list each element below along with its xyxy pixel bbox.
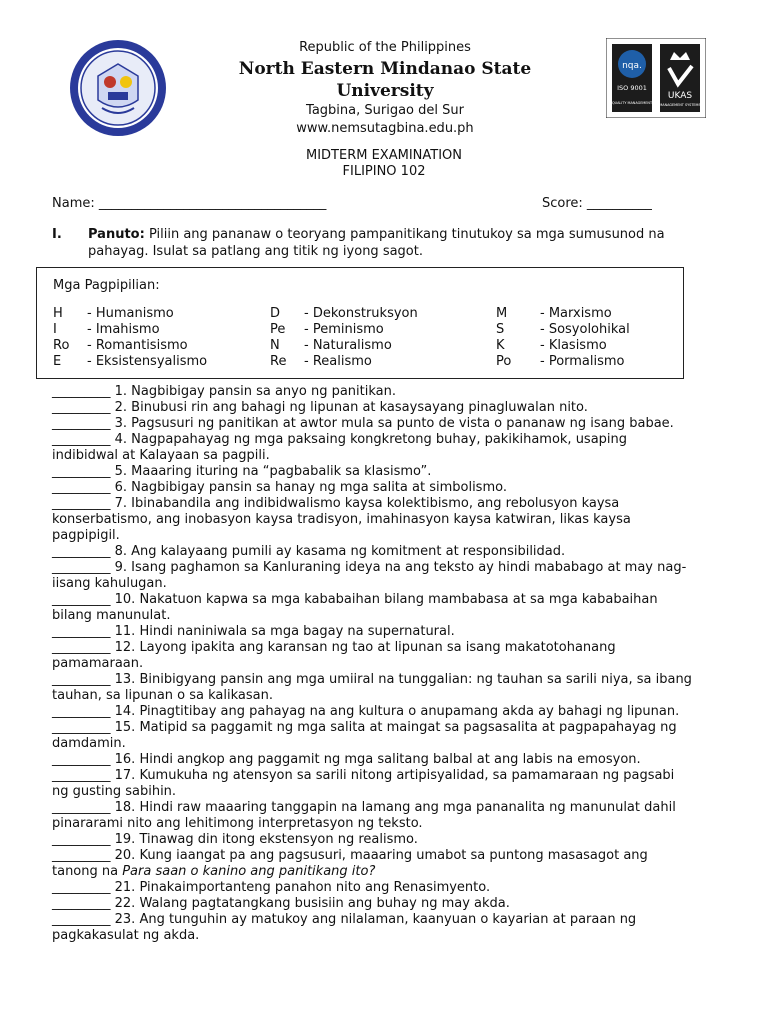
question-20-italic: Para saan o kanino ang panitikang ito? xyxy=(122,864,376,879)
question-item: _________ 6. Nagbibigay pansin sa hanay ng mga salita at simbolismo. xyxy=(52,480,507,495)
choice-code: D xyxy=(270,306,281,321)
question-item: _________ 15. Matipid sa paggamit ng mga salita at maingat sa pagsasalita at pagpapahayag ng damdamin. xyxy=(52,720,677,751)
choice-code: I xyxy=(53,322,57,337)
choice-code: Pe xyxy=(270,322,286,337)
choice-code: N xyxy=(270,338,280,353)
iso-ukas-certification-icon xyxy=(606,38,706,118)
question-list xyxy=(52,384,692,944)
choice-item xyxy=(270,322,384,338)
ukas-sub-text: MANAGEMENT SYSTEMS xyxy=(659,103,701,107)
choices-title: Mga Pagpipilian: xyxy=(53,278,160,293)
university-website: www.nemsutagbina.edu.ph xyxy=(296,121,474,136)
ukas-text: UKAS xyxy=(667,91,693,101)
question-item: _________ 5. Maaaring ituring na “pagbabalik sa klasismo”. xyxy=(52,464,432,479)
question-item: _________ 1. Nagbibigay pansin sa anyo ng panitikan. xyxy=(52,384,396,399)
question-item: _________ 13. Binibigyang pansin ang mga umiiral na tunggalian: ng tauhan sa sarili niya, sa ibang tauhan, sa lipunan o sa kalikasan. xyxy=(52,672,692,703)
question-item: _________ 12. Layong ipakita ang karansan ng tao at lipunan sa isang makatotohanang pamamaraan. xyxy=(52,640,616,671)
choice-code: K xyxy=(496,338,505,353)
university-name: North Eastern Mindanao State University xyxy=(238,59,532,101)
question-20-text: _________ 20. Kung iaangat pa ang pagsusuri, maaaring umabot sa puntong masasagot ang tanong na xyxy=(52,848,648,879)
choice-item xyxy=(270,306,418,322)
instructions-text-block xyxy=(88,226,688,260)
question-item: _________ 9. Isang paghamon sa Kanluraning ideya na ang teksto ay hindi mababago at may nag-iisang kahulugan. xyxy=(52,560,687,591)
question-item: _________ 3. Pagsusuri ng panitikan at awtor mula sa punto de vista o pananaw ng isang babae. xyxy=(52,416,674,431)
choice-item xyxy=(270,354,372,370)
choice-label: - Imahismo xyxy=(87,322,160,337)
university-seal-icon xyxy=(68,38,168,138)
choice-item xyxy=(53,338,188,354)
choice-label: - Romantisismo xyxy=(87,338,188,353)
choice-label: - Naturalismo xyxy=(304,338,392,353)
question-item: _________ 10. Nakatuon kapwa sa mga kababaihan bilang mambabasa at sa mga kababaihan bilang manunulat. xyxy=(52,592,658,623)
choice-item xyxy=(496,354,625,370)
question-item: _________ 11. Hindi naniniwala sa mga bagay na supernatural. xyxy=(52,624,455,639)
choice-label: - Humanismo xyxy=(87,306,174,321)
quality-text: QUALITY MANAGEMENT xyxy=(611,101,653,105)
choice-label: - Marxismo xyxy=(540,306,612,321)
choice-item xyxy=(496,338,607,354)
choice-code: Re xyxy=(270,354,287,369)
question-item: _________ 4. Nagpapahayag ng mga paksaing kongkretong buhay, pakikihamok, usaping indibidwal at Kalayaan sa pagpili. xyxy=(52,432,628,463)
choice-label: - Realismo xyxy=(304,354,372,369)
choice-code: S xyxy=(496,322,505,337)
question-item: _________ 14. Pinagtitibay ang pahayag na ang kultura o anupamang akda ay bahagi ng lipunan. xyxy=(52,704,680,719)
choice-item xyxy=(53,354,207,370)
question-item: _________ 19. Tinawag din itong ekstensyon ng realismo. xyxy=(52,832,418,847)
choice-code: Ro xyxy=(53,338,70,353)
choice-label: - Dekonstruksyon xyxy=(304,306,418,321)
choice-code: H xyxy=(53,306,63,321)
header-text-block xyxy=(190,40,580,138)
section-number: I. xyxy=(52,227,62,242)
name-score-line xyxy=(52,196,682,211)
instructions-label: Panuto: xyxy=(88,227,145,242)
choice-code: M xyxy=(496,306,508,321)
score-field[interactable]: Score: __________ xyxy=(542,196,652,211)
choice-item xyxy=(496,322,630,338)
question-item: _________ 7. Ibinabandila ang indibidwalismo kaysa kolektibismo, ang rebolusyon kaysa konserbatismo, ang inobasyon kaysa tradisyon, imahinasyon kaysa katwiran, likas kaysa pagpipigil. xyxy=(52,496,631,543)
choice-label: - Pormalismo xyxy=(540,354,625,369)
exam-subject: FILIPINO 102 xyxy=(342,164,426,179)
choice-label: - Klasismo xyxy=(540,338,607,353)
choice-item xyxy=(53,306,174,322)
exam-title: MIDTERM EXAMINATION xyxy=(306,148,462,163)
choice-code: Po xyxy=(496,354,512,369)
choice-label: - Peminismo xyxy=(304,322,384,337)
question-item: _________ 23. Ang tunguhin ay matukoy ang nilalaman, kaanyuan o kayarian at paraan ng pagkakasulat ng akda. xyxy=(52,912,637,943)
question-item: _________ 21. Pinakaimportanteng panahon nito ang Renasimyento. xyxy=(52,880,491,895)
question-item: _________ 18. Hindi raw maaaring tanggapin na lamang ang mga pananalita ng manunulat dahil pinararami nito ang lehitimong interpretasyon ng teksto. xyxy=(52,800,676,831)
question-item-20 xyxy=(52,848,692,880)
choice-item xyxy=(270,338,392,354)
republic-line: Republic of the Philippines xyxy=(299,40,471,55)
nqa-text: nqa. xyxy=(622,61,642,71)
choice-label: - Eksistensyalismo xyxy=(87,354,208,369)
question-item: _________ 2. Binubusi rin ang bahagi ng lipunan at kasaysayang pinagluwalan nito. xyxy=(52,400,588,415)
question-item: _________ 22. Walang pagtatangkang busisiin ang buhay ng may akda. xyxy=(52,896,510,911)
iso-text: ISO 9001 xyxy=(617,84,647,92)
choice-code: E xyxy=(53,354,62,369)
question-item: _________ 17. Kumukuha ng atensyon sa sarili nitong artipisyalidad, sa pamamaraan ng pagsabi ng gusting sabihin. xyxy=(52,768,675,799)
document-header xyxy=(0,0,768,136)
choice-label: - Sosyolohikal xyxy=(540,322,630,337)
choice-item xyxy=(496,306,612,322)
name-field[interactable]: Name: ___________________________________ xyxy=(52,196,327,211)
choice-item xyxy=(53,322,160,338)
exam-title-block xyxy=(0,148,768,180)
question-item: _________ 8. Ang kalayaang pumili ay kasama ng komitment at responsibilidad. xyxy=(52,544,566,559)
instructions-text: Piliin ang pananaw o teoryang pampanitikang tinutukoy sa mga sumusunod na pahayag. Isulat sa patlang ang titik ng iyong sagot. xyxy=(88,227,665,259)
university-location: Tagbina, Surigao del Sur xyxy=(306,103,464,118)
question-item: _________ 16. Hindi angkop ang paggamit ng mga salitang balbal at ang labis na emosyon. xyxy=(52,752,641,767)
choices-box xyxy=(36,267,684,379)
